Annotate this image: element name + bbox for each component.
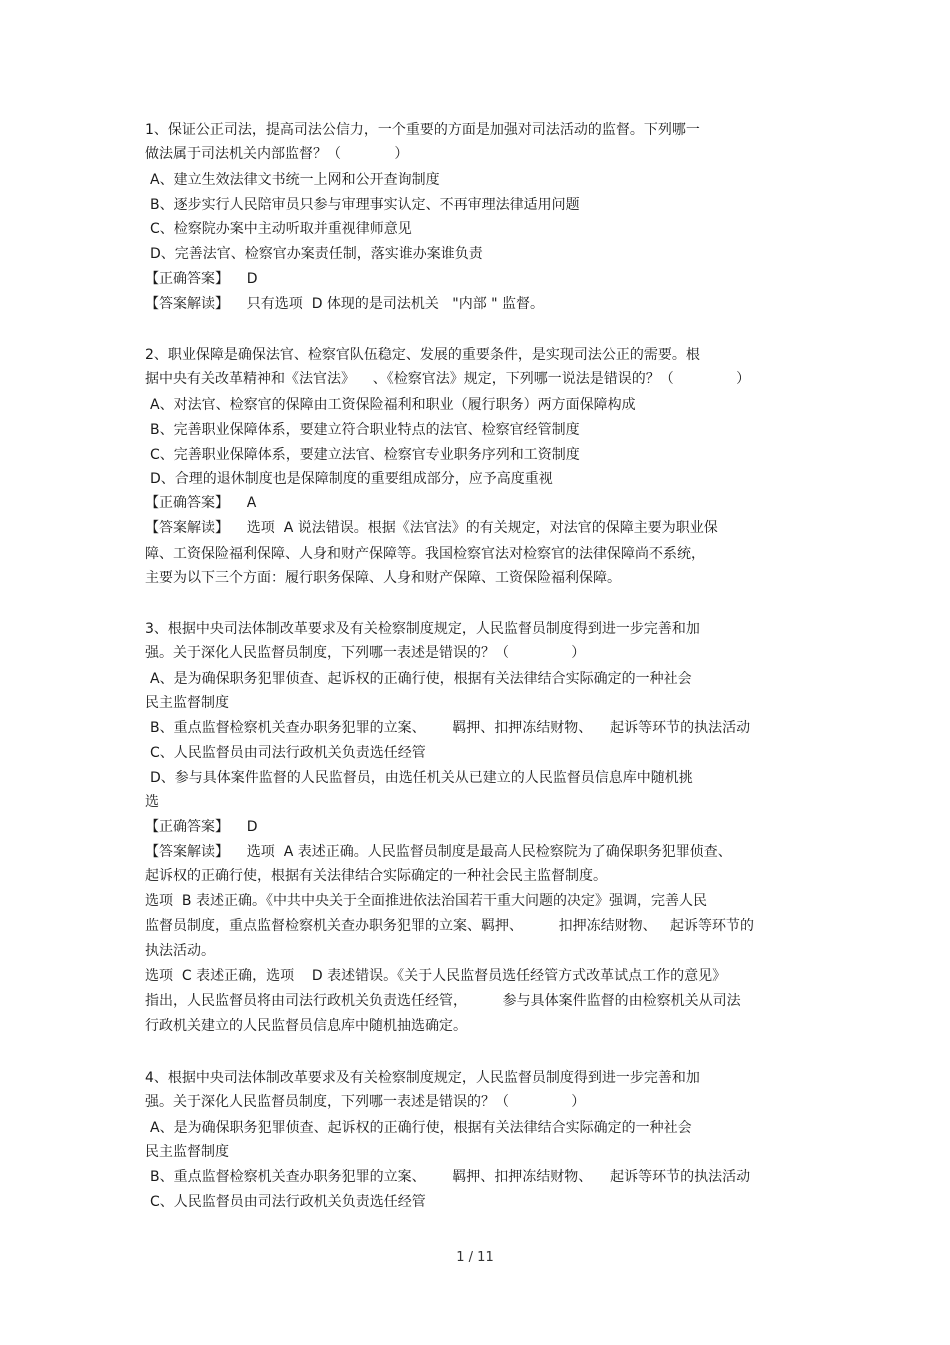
- option-c: C、人民监督员由司法行政机关负责选任经管: [150, 745, 426, 761]
- option-a: A、是为确保职务犯罪侦查、起诉权的正确行使，根据有关法律结合实际确定的一种社会: [150, 671, 692, 687]
- correct-answer: 【正确答案】 D: [145, 271, 258, 287]
- option-c: C、检察院办案中主动听取并重视律师意见: [150, 221, 412, 237]
- correct-answer: 【正确答案】 D: [145, 819, 258, 835]
- page-number: 1 / 11: [456, 1250, 494, 1265]
- question-stem: 做法属于司法机关内部监督？（ ）: [145, 146, 409, 162]
- option-d-cont: 选: [145, 794, 159, 810]
- answer-explanation: 行政机关建立的人民监督员信息库中随机抽选确定。: [145, 1018, 467, 1034]
- option-b: B、重点监督检察机关查办职务犯罪的立案、 羁押、扣押冻结财物、 起诉等环节的执法活动: [150, 720, 751, 736]
- option-a: A、对法官、检察官的保障由工资保险福利和职业（履行职务）两方面保障构成: [150, 397, 636, 413]
- option-a: A、建立生效法律文书统一上网和公开查询制度: [150, 172, 440, 188]
- answer-explanation: 【答案解读】 选项 A 表述正确。人民监督员制度是最高人民检察院为了确保职务犯罪侦查、: [145, 844, 732, 860]
- option-b: B、重点监督检察机关查办职务犯罪的立案、 羁押、扣押冻结财物、 起诉等环节的执法活动: [150, 1169, 751, 1185]
- option-a-cont: 民主监督制度: [145, 695, 229, 711]
- option-a-cont: 民主监督制度: [145, 1144, 229, 1160]
- option-d: D、参与具体案件监督的人民监督员，由选任机关从已建立的人民监督员信息库中随机挑: [150, 770, 693, 786]
- correct-answer: 【正确答案】 A: [145, 495, 257, 511]
- option-c: C、人民监督员由司法行政机关负责选任经管: [150, 1194, 426, 1210]
- answer-explanation: 选项 B 表述正确。《中共中央关于全面推进依法治国若干重大问题的决定》强调，完善人民: [145, 893, 707, 909]
- option-b: B、逐步实行人民陪审员只参与审理事实认定、不再审理法律适用问题: [150, 197, 580, 213]
- option-c: C、完善职业保障体系，要建立法官、检察官专业职务序列和工资制度: [150, 447, 580, 463]
- question-stem: 1、保证公正司法，提高司法公信力，一个重要的方面是加强对司法活动的监督。下列哪一: [145, 122, 700, 138]
- answer-explanation: 指出，人民监督员将由司法行政机关负责选任经管， 参与具体案件监督的由检察机关从司法: [145, 993, 741, 1009]
- option-d: D、合理的退休制度也是保障制度的重要组成部分，应予高度重视: [150, 471, 553, 487]
- question-stem: 强。关于深化人民监督员制度，下列哪一表述是错误的？（ ）: [145, 645, 586, 661]
- option-b: B、完善职业保障体系，要建立符合职业特点的法官、检察官经管制度: [150, 422, 580, 438]
- answer-explanation: 选项 C 表述正确，选项 D 表述错误。《关于人民监督员选任经管方式改革试点工作的意见》: [145, 968, 727, 984]
- question-stem: 据中央有关改革精神和《法官法》 、《检察官法》规定，下列哪一说法是错误的？（ ）: [145, 371, 751, 387]
- option-a: A、是为确保职务犯罪侦查、起诉权的正确行使，根据有关法律结合实际确定的一种社会: [150, 1120, 692, 1136]
- answer-explanation: 起诉权的正确行使，根据有关法律结合实际确定的一种社会民主监督制度。: [145, 868, 607, 884]
- answer-explanation: 【答案解读】 选项 A 说法错误。根据《法官法》的有关规定，对法官的保障主要为职业保: [145, 520, 718, 536]
- option-d: D、完善法官、检察官办案责任制，落实谁办案谁负责: [150, 246, 483, 262]
- answer-explanation: 障、工资保险福利保障、人身和财产保障等。我国检察官法对检察官的法律保障尚不系统，: [145, 546, 705, 562]
- answer-explanation: 主要为以下三个方面：履行职务保障、人身和财产保障、工资保险福利保障。: [145, 570, 621, 586]
- question-stem: 2、职业保障是确保法官、检察官队伍稳定、发展的重要条件，是实现司法公正的需要。根: [145, 347, 700, 363]
- answer-explanation: 【答案解读】 只有选项 D 体现的是司法机关 "内部 " 监督。: [145, 296, 545, 312]
- answer-explanation: 监督员制度，重点监督检察机关查办职务犯罪的立案、羁押、 扣押冻结财物、 起诉等环节的: [145, 918, 754, 934]
- question-stem: 4、根据中央司法体制改革要求及有关检察制度规定，人民监督员制度得到进一步完善和加: [145, 1070, 700, 1086]
- answer-explanation: 执法活动。: [145, 943, 215, 959]
- question-stem: 强。关于深化人民监督员制度，下列哪一表述是错误的？（ ）: [145, 1094, 586, 1110]
- question-stem: 3、根据中央司法体制改革要求及有关检察制度规定，人民监督员制度得到进一步完善和加: [145, 621, 700, 637]
